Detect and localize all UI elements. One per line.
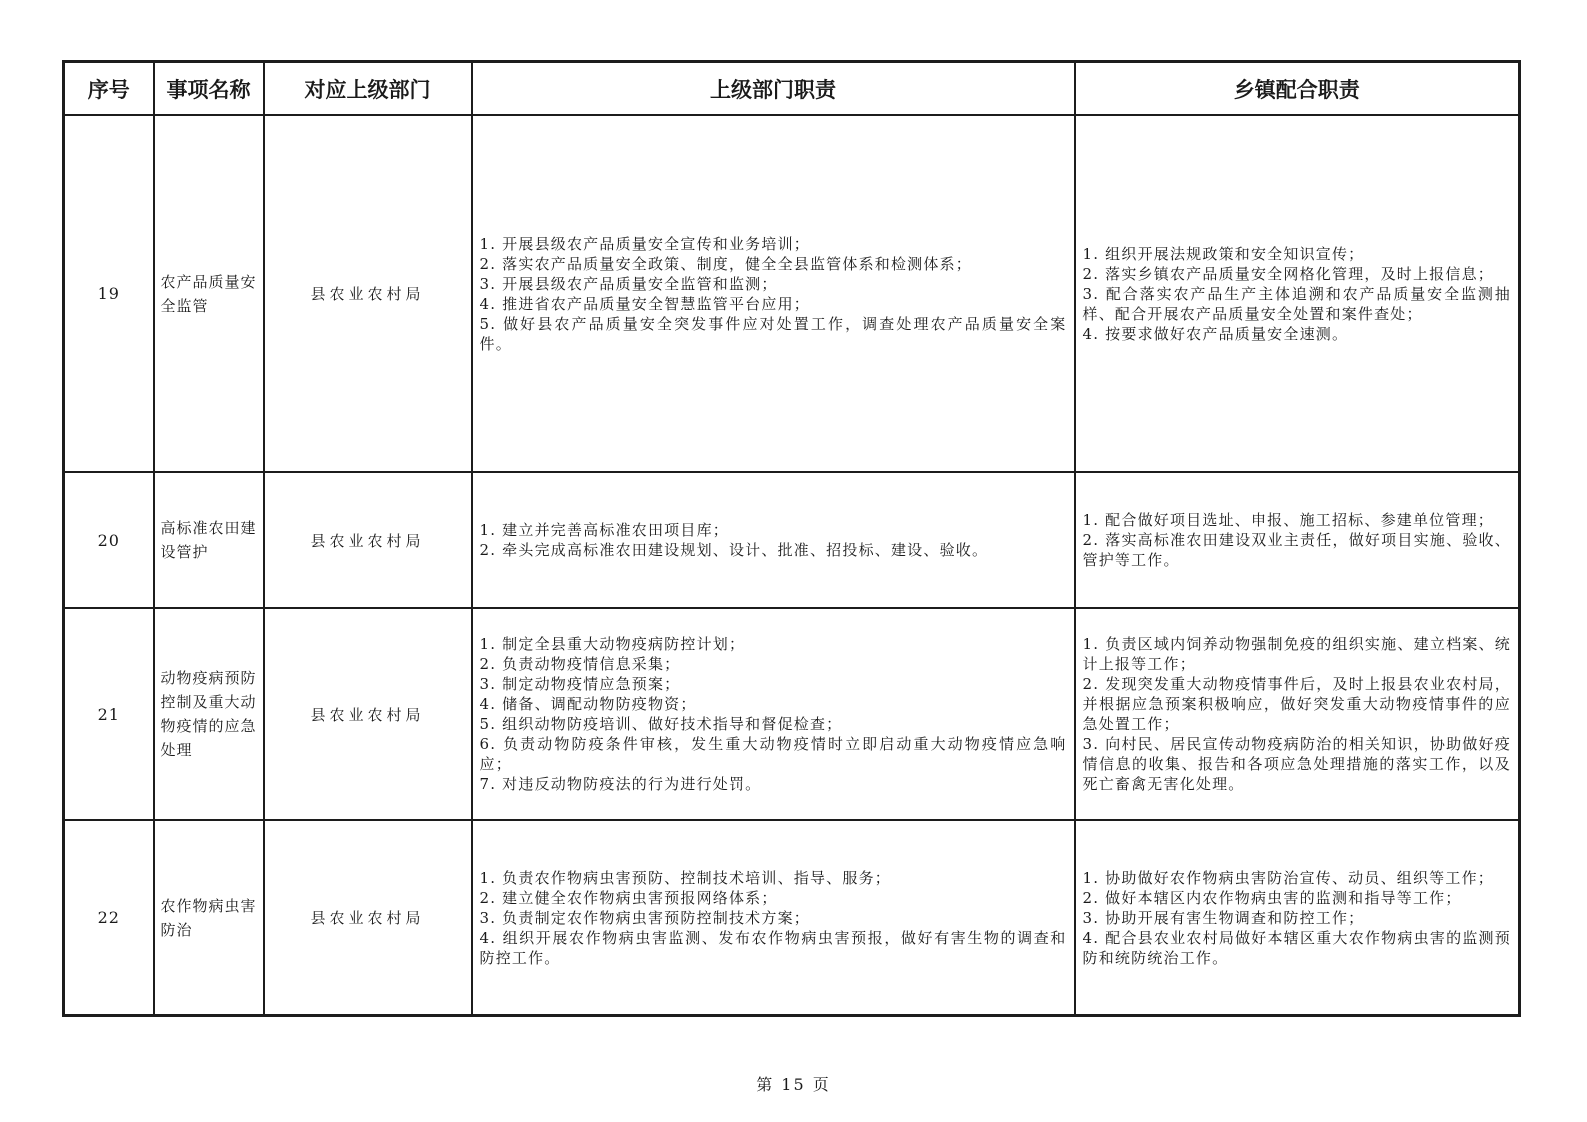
duty-item: 1. 组织开展法规政策和安全知识宣传；	[1082, 244, 1365, 263]
duty-item: 2. 落实高标准农田建设双业主责任，做好项目实施、验收、管护等工作。	[1082, 531, 1511, 569]
duty-item: 5. 做好县农产品质量安全突发事件应对处置工作，调查处理农产品质量安全案件。	[479, 314, 1067, 353]
department-cell: 县农业农村局	[264, 115, 472, 472]
row-index-cell: 19	[64, 115, 154, 472]
duty-item: 4. 配合县农业农村局做好本辖区重大农作物病虫害的监测预防和统防统治工作。	[1082, 928, 1511, 967]
responsibility-table	[62, 60, 1521, 1017]
duty-item: 2. 负责动物疫情信息采集；	[479, 655, 681, 673]
superior-duties-cell	[472, 608, 1075, 820]
col-header-superior-duties: 上级部门职责	[472, 62, 1075, 116]
township-duties-cell	[1075, 472, 1520, 608]
table-row	[64, 820, 1520, 1016]
page-number: 第 15 页	[756, 1075, 831, 1094]
superior-duties-cell	[472, 115, 1075, 472]
duty-item: 4. 按要求做好农产品质量安全速测。	[1082, 324, 1349, 343]
duty-item: 3. 负责制定农作物病虫害预防控制技术方案；	[479, 908, 810, 927]
duty-item: 2. 牵头完成高标准农田建设规划、设计、批准、招投标、建设、验收。	[479, 541, 989, 559]
col-header-item-name: 事项名称	[154, 62, 264, 116]
table-row	[64, 115, 1520, 472]
duty-item: 2. 落实乡镇农产品质量安全网格化管理，及时上报信息；	[1082, 264, 1494, 283]
duty-item: 3. 开展县级农产品质量安全监管和监测；	[479, 274, 778, 293]
col-header-index: 序号	[64, 62, 154, 116]
duty-item: 2. 发现突发重大动物疫情事件后，及时上报县农业农村局，并根据应急预案积极响应，做好突发重大动物疫情事件的应急处置工作；	[1082, 675, 1511, 733]
duty-item: 2. 落实农产品质量安全政策、制度，健全全县监管体系和检测体系；	[479, 254, 972, 273]
superior-duties-cell	[472, 472, 1075, 608]
department-cell: 县农业农村局	[264, 820, 472, 1016]
duty-item: 3. 向村民、居民宣传动物疫病防治的相关知识，协助做好疫情信息的收集、报告和各项应急处理措施的落实工作，以及死亡畜禽无害化处理。	[1082, 735, 1511, 793]
duty-item: 3. 协助开展有害生物调查和防控工作；	[1082, 908, 1365, 927]
table-header-row	[64, 62, 1520, 116]
duty-item: 4. 组织开展农作物病虫害监测、发布农作物病虫害预报，做好有害生物的调查和防控工作。	[479, 928, 1067, 967]
duty-item: 6. 负责动物防疫条件审核，发生重大动物疫情时立即启动重大动物疫情应急响应；	[479, 735, 1067, 773]
duty-item: 1. 建立并完善高标准农田项目库；	[479, 521, 729, 539]
duty-item: 1. 开展县级农产品质量安全宣传和业务培训；	[479, 234, 810, 253]
col-header-township-duties: 乡镇配合职责	[1075, 62, 1520, 116]
row-index-cell: 20	[64, 472, 154, 608]
duty-item: 5. 组织动物防疫培训、做好技术指导和督促检查；	[479, 715, 843, 733]
duty-item: 4. 推进省农产品质量安全智慧监管平台应用；	[479, 294, 810, 313]
department-cell: 县农业农村局	[264, 608, 472, 820]
row-index-cell: 22	[64, 820, 154, 1016]
duty-item: 4. 储备、调配动物防疫物资；	[479, 695, 697, 713]
township-duties-cell	[1075, 608, 1520, 820]
col-header-department: 对应上级部门	[264, 62, 472, 116]
duty-item: 1. 负责区域内饲养动物强制免疫的组织实施、建立档案、统计上报等工作；	[1082, 635, 1511, 673]
item-name-cell: 农产品质量安全监管	[154, 115, 264, 472]
duty-item: 1. 制定全县重大动物疫病防控计划；	[479, 635, 746, 653]
duty-item: 7. 对违反动物防疫法的行为进行处罚。	[479, 775, 762, 793]
duty-item: 1. 配合做好项目选址、申报、施工招标、参建单位管理；	[1082, 511, 1494, 529]
township-duties-cell	[1075, 115, 1520, 472]
duty-item: 3. 制定动物疫情应急预案；	[479, 675, 681, 693]
table-row	[64, 608, 1520, 820]
duty-item: 3. 配合落实农产品生产主体追溯和农产品质量安全监测抽样、配合开展农产品质量安全处置和案件查处；	[1082, 284, 1511, 323]
superior-duties-cell	[472, 820, 1075, 1016]
item-name-cell: 农作物病虫害防治	[154, 820, 264, 1016]
duty-item: 1. 协助做好农作物病虫害防治宣传、动员、组织等工作；	[1082, 868, 1494, 887]
township-duties-cell	[1075, 820, 1520, 1016]
department-cell: 县农业农村局	[264, 472, 472, 608]
duty-item: 1. 负责农作物病虫害预防、控制技术培训、指导、服务；	[479, 868, 891, 887]
duty-item: 2. 建立健全农作物病虫害预报网络体系；	[479, 888, 778, 907]
item-name-cell: 动物疫病预防控制及重大动物疫情的应急处理	[154, 608, 264, 820]
item-name-cell: 高标准农田建设管护	[154, 472, 264, 608]
row-index-cell: 21	[64, 608, 154, 820]
table-row	[64, 472, 1520, 608]
duty-item: 2. 做好本辖区内农作物病虫害的监测和指导等工作；	[1082, 888, 1462, 907]
